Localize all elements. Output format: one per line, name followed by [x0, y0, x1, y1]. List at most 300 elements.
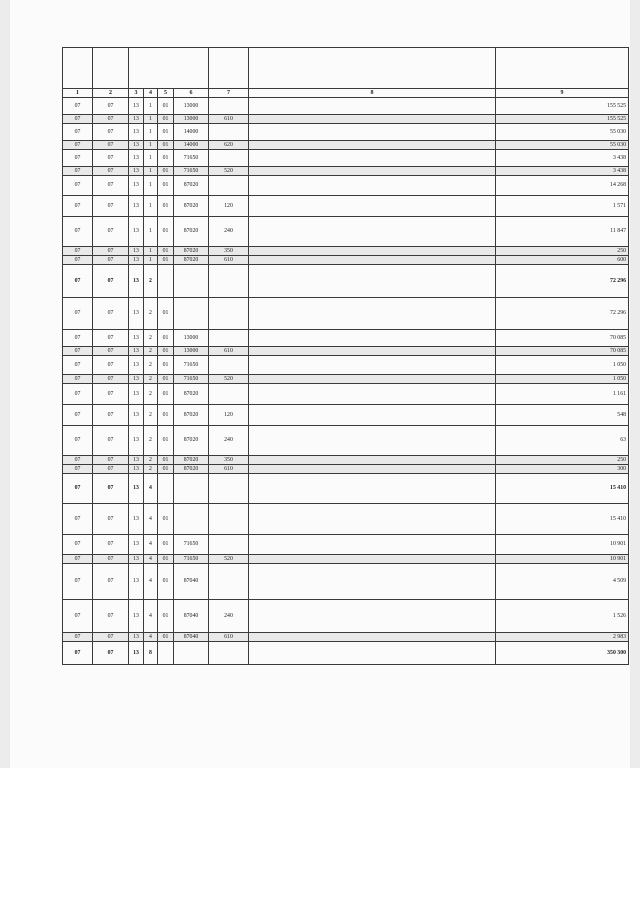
subprogram-code-cell: 1 [144, 115, 158, 124]
razdel-cell: 07 [63, 600, 93, 633]
item-name-cell [249, 167, 496, 176]
activity-code-cell: 01 [158, 98, 174, 115]
subprogram-code-cell: 2 [144, 375, 158, 384]
direction-code-cell [174, 642, 209, 665]
direction-code-cell [174, 474, 209, 504]
podrazdel-cell: 07 [93, 405, 129, 426]
direction-code-cell: 87040 [174, 600, 209, 633]
direction-code-cell: 87020 [174, 217, 209, 247]
activity-code-cell: 01 [158, 633, 174, 642]
razdel-cell: 07 [63, 504, 93, 535]
subprogram-code-cell: 2 [144, 356, 158, 375]
podrazdel-cell: 07 [93, 98, 129, 115]
expense-type-cell [209, 642, 249, 665]
budget-table [62, 47, 629, 665]
activity-code-cell: 01 [158, 196, 174, 217]
item-name-cell [249, 642, 496, 665]
subprogram-code-cell: 2 [144, 426, 158, 456]
podrazdel-cell: 07 [93, 535, 129, 555]
amount-cell: 14 268 [496, 176, 629, 196]
target-article-code-cell: 13 [129, 298, 144, 330]
column-number: 5 [158, 89, 174, 98]
activity-code-cell: 01 [158, 256, 174, 265]
podrazdel-cell: 07 [93, 176, 129, 196]
table-row [63, 465, 629, 474]
podrazdel-cell: 07 [93, 347, 129, 356]
amount-cell: 15 410 [496, 504, 629, 535]
subprogram-code-cell: 4 [144, 633, 158, 642]
podrazdel-cell: 07 [93, 256, 129, 265]
amount-cell: 600 [496, 256, 629, 265]
item-name-cell [249, 115, 496, 124]
expense-type-cell: 240 [209, 426, 249, 456]
podrazdel-cell: 07 [93, 217, 129, 247]
podrazdel-cell: 07 [93, 384, 129, 405]
item-name-cell [249, 265, 496, 298]
razdel-cell: 07 [63, 98, 93, 115]
subprogram-code-cell: 2 [144, 456, 158, 465]
target-article-code-cell: 13 [129, 564, 144, 600]
subprogram-code-cell: 1 [144, 247, 158, 256]
amount-cell: 63 [496, 426, 629, 456]
activity-code-cell: 01 [158, 298, 174, 330]
target-article-code-cell: 13 [129, 426, 144, 456]
razdel-cell: 07 [63, 298, 93, 330]
direction-code-cell: 87020 [174, 384, 209, 405]
direction-code-cell: 87020 [174, 405, 209, 426]
column-number: 7 [209, 89, 249, 98]
expense-type-cell [209, 535, 249, 555]
target-article-code-cell: 13 [129, 247, 144, 256]
podrazdel-cell: 07 [93, 426, 129, 456]
amount-cell: 10 901 [496, 535, 629, 555]
expense-type-cell: 120 [209, 405, 249, 426]
activity-code-cell: 01 [158, 176, 174, 196]
table-row [63, 564, 629, 600]
table-row [63, 247, 629, 256]
subprogram-code-cell: 4 [144, 504, 158, 535]
razdel-cell: 07 [63, 115, 93, 124]
expense-type-cell [209, 504, 249, 535]
table-row [63, 124, 629, 141]
subprogram-code-cell: 2 [144, 347, 158, 356]
expense-type-cell: 350 [209, 247, 249, 256]
amount-cell: 3 438 [496, 167, 629, 176]
amount-cell: 55 030 [496, 141, 629, 150]
activity-code-cell: 01 [158, 124, 174, 141]
razdel-cell: 07 [63, 356, 93, 375]
item-name-cell [249, 330, 496, 347]
table-header-row [63, 48, 629, 89]
activity-code-cell: 01 [158, 330, 174, 347]
target-article-code-cell: 13 [129, 115, 144, 124]
direction-code-cell: 13000 [174, 115, 209, 124]
subprogram-code-cell: 1 [144, 150, 158, 167]
activity-code-cell: 01 [158, 217, 174, 247]
podrazdel-cell: 07 [93, 330, 129, 347]
item-name-cell [249, 356, 496, 375]
activity-code-cell: 01 [158, 504, 174, 535]
item-name-cell [249, 600, 496, 633]
table-row [63, 256, 629, 265]
column-number-row [63, 89, 629, 98]
expense-type-cell [209, 356, 249, 375]
item-name-cell [249, 196, 496, 217]
podrazdel-cell: 07 [93, 115, 129, 124]
item-name-cell [249, 150, 496, 167]
expense-type-cell: 240 [209, 217, 249, 247]
direction-code-cell: 71650 [174, 167, 209, 176]
table-body [63, 98, 629, 665]
direction-code-cell: 87020 [174, 247, 209, 256]
item-name-cell [249, 564, 496, 600]
podrazdel-cell: 07 [93, 356, 129, 375]
direction-code-cell: 71650 [174, 150, 209, 167]
activity-code-cell: 01 [158, 465, 174, 474]
target-article-code-cell: 13 [129, 256, 144, 265]
target-article-code-cell: 13 [129, 330, 144, 347]
podrazdel-cell: 07 [93, 124, 129, 141]
table-row [63, 265, 629, 298]
expense-type-cell [209, 474, 249, 504]
header-razdel [63, 48, 93, 89]
razdel-cell: 07 [63, 555, 93, 564]
activity-code-cell: 01 [158, 535, 174, 555]
item-name-cell [249, 141, 496, 150]
amount-cell: 55 030 [496, 124, 629, 141]
target-article-code-cell: 13 [129, 456, 144, 465]
activity-code-cell: 01 [158, 456, 174, 465]
amount-cell: 4 509 [496, 564, 629, 600]
table-row [63, 176, 629, 196]
item-name-cell [249, 405, 496, 426]
razdel-cell: 07 [63, 330, 93, 347]
target-article-code-cell: 13 [129, 384, 144, 405]
expense-type-cell [209, 176, 249, 196]
subprogram-code-cell: 1 [144, 167, 158, 176]
activity-code-cell: 01 [158, 375, 174, 384]
target-article-code-cell: 13 [129, 196, 144, 217]
table-row [63, 115, 629, 124]
razdel-cell: 07 [63, 141, 93, 150]
target-article-code-cell: 13 [129, 465, 144, 474]
direction-code-cell [174, 298, 209, 330]
activity-code-cell: 01 [158, 356, 174, 375]
podrazdel-cell: 07 [93, 141, 129, 150]
direction-code-cell: 13000 [174, 347, 209, 356]
target-article-code-cell: 13 [129, 167, 144, 176]
expense-type-cell: 620 [209, 141, 249, 150]
expense-type-cell [209, 564, 249, 600]
table-row [63, 141, 629, 150]
expense-type-cell: 610 [209, 115, 249, 124]
table-row [63, 384, 629, 405]
razdel-cell: 07 [63, 426, 93, 456]
item-name-cell [249, 504, 496, 535]
target-article-code-cell: 13 [129, 150, 144, 167]
item-name-cell [249, 535, 496, 555]
direction-code-cell: 87020 [174, 456, 209, 465]
amount-cell: 10 901 [496, 555, 629, 564]
header-naimenovanie [249, 48, 496, 89]
subprogram-code-cell: 2 [144, 330, 158, 347]
podrazdel-cell: 07 [93, 150, 129, 167]
amount-cell: 70 085 [496, 347, 629, 356]
table-row [63, 474, 629, 504]
razdel-cell: 07 [63, 456, 93, 465]
target-article-code-cell: 13 [129, 124, 144, 141]
column-number: 1 [63, 89, 93, 98]
table-row [63, 98, 629, 115]
subprogram-code-cell: 1 [144, 141, 158, 150]
table-row [63, 535, 629, 555]
subprogram-code-cell: 1 [144, 176, 158, 196]
subprogram-code-cell: 4 [144, 564, 158, 600]
item-name-cell [249, 384, 496, 405]
amount-cell: 15 410 [496, 474, 629, 504]
razdel-cell: 07 [63, 217, 93, 247]
direction-code-cell: 13000 [174, 98, 209, 115]
target-article-code-cell: 13 [129, 405, 144, 426]
podrazdel-cell: 07 [93, 555, 129, 564]
activity-code-cell: 01 [158, 555, 174, 564]
amount-cell: 72 296 [496, 298, 629, 330]
activity-code-cell: 01 [158, 247, 174, 256]
direction-code-cell: 87020 [174, 465, 209, 474]
expense-type-cell [209, 384, 249, 405]
subprogram-code-cell: 2 [144, 465, 158, 474]
target-article-code-cell: 13 [129, 474, 144, 504]
razdel-cell: 07 [63, 256, 93, 265]
expense-type-cell [209, 98, 249, 115]
podrazdel-cell: 07 [93, 633, 129, 642]
expense-type-cell [209, 150, 249, 167]
razdel-cell: 07 [63, 535, 93, 555]
target-article-code-cell: 13 [129, 535, 144, 555]
table-row [63, 642, 629, 665]
table-row [63, 405, 629, 426]
activity-code-cell: 01 [158, 426, 174, 456]
item-name-cell [249, 124, 496, 141]
item-name-cell [249, 217, 496, 247]
direction-code-cell: 14000 [174, 124, 209, 141]
podrazdel-cell: 07 [93, 298, 129, 330]
table-row [63, 555, 629, 564]
header-vid-rashodov [209, 48, 249, 89]
expense-type-cell [209, 298, 249, 330]
expense-type-cell: 520 [209, 375, 249, 384]
amount-cell: 70 085 [496, 330, 629, 347]
activity-code-cell: 01 [158, 115, 174, 124]
subprogram-code-cell: 2 [144, 265, 158, 298]
table-row [63, 347, 629, 356]
target-article-code-cell: 13 [129, 600, 144, 633]
podrazdel-cell: 07 [93, 247, 129, 256]
amount-cell: 300 [496, 465, 629, 474]
amount-cell: 1 161 [496, 384, 629, 405]
target-article-code-cell: 13 [129, 356, 144, 375]
table-row [63, 217, 629, 247]
expense-type-cell: 520 [209, 167, 249, 176]
amount-cell: 250 [496, 247, 629, 256]
target-article-code-cell: 13 [129, 375, 144, 384]
direction-code-cell: 13000 [174, 330, 209, 347]
razdel-cell: 07 [63, 465, 93, 474]
direction-code-cell: 87040 [174, 633, 209, 642]
expense-type-cell [209, 124, 249, 141]
header-summa [496, 48, 629, 89]
target-article-code-cell: 13 [129, 504, 144, 535]
item-name-cell [249, 375, 496, 384]
expense-type-cell: 520 [209, 555, 249, 564]
subprogram-code-cell: 4 [144, 535, 158, 555]
table-row [63, 504, 629, 535]
razdel-cell: 07 [63, 167, 93, 176]
direction-code-cell: 14000 [174, 141, 209, 150]
expense-type-cell [209, 265, 249, 298]
subprogram-code-cell: 2 [144, 384, 158, 405]
column-number: 4 [144, 89, 158, 98]
razdel-cell: 07 [63, 347, 93, 356]
amount-cell: 72 296 [496, 265, 629, 298]
activity-code-cell: 01 [158, 384, 174, 405]
target-article-code-cell: 13 [129, 642, 144, 665]
razdel-cell: 07 [63, 474, 93, 504]
razdel-cell: 07 [63, 265, 93, 298]
item-name-cell [249, 633, 496, 642]
table-row [63, 298, 629, 330]
podrazdel-cell: 07 [93, 265, 129, 298]
table-row [63, 456, 629, 465]
razdel-cell: 07 [63, 375, 93, 384]
expense-type-cell: 610 [209, 256, 249, 265]
podrazdel-cell: 07 [93, 474, 129, 504]
direction-code-cell: 71650 [174, 356, 209, 375]
amount-cell: 548 [496, 405, 629, 426]
podrazdel-cell: 07 [93, 564, 129, 600]
razdel-cell: 07 [63, 564, 93, 600]
subprogram-code-cell: 1 [144, 98, 158, 115]
razdel-cell: 07 [63, 384, 93, 405]
table-row [63, 600, 629, 633]
expense-type-cell: 350 [209, 456, 249, 465]
table-row [63, 633, 629, 642]
column-number: 8 [249, 89, 496, 98]
item-name-cell [249, 98, 496, 115]
activity-code-cell: 01 [158, 405, 174, 426]
razdel-cell: 07 [63, 247, 93, 256]
expense-type-cell [209, 330, 249, 347]
document-page [10, 0, 630, 768]
subprogram-code-cell: 4 [144, 600, 158, 633]
column-number: 6 [174, 89, 209, 98]
razdel-cell: 07 [63, 633, 93, 642]
direction-code-cell: 71650 [174, 535, 209, 555]
direction-code-cell [174, 265, 209, 298]
item-name-cell [249, 176, 496, 196]
item-name-cell [249, 555, 496, 564]
activity-code-cell: 01 [158, 141, 174, 150]
item-name-cell [249, 298, 496, 330]
amount-cell: 155 525 [496, 115, 629, 124]
target-article-code-cell: 13 [129, 98, 144, 115]
razdel-cell: 07 [63, 176, 93, 196]
expense-type-cell: 610 [209, 633, 249, 642]
podrazdel-cell: 07 [93, 465, 129, 474]
direction-code-cell: 87040 [174, 564, 209, 600]
activity-code-cell: 01 [158, 564, 174, 600]
subprogram-code-cell: 8 [144, 642, 158, 665]
activity-code-cell [158, 642, 174, 665]
activity-code-cell: 01 [158, 167, 174, 176]
activity-code-cell [158, 474, 174, 504]
table-row [63, 167, 629, 176]
activity-code-cell: 01 [158, 600, 174, 633]
subprogram-code-cell: 2 [144, 298, 158, 330]
table-row [63, 356, 629, 375]
column-number: 2 [93, 89, 129, 98]
activity-code-cell: 01 [158, 347, 174, 356]
amount-cell: 1 571 [496, 196, 629, 217]
amount-cell: 1 526 [496, 600, 629, 633]
amount-cell: 250 [496, 456, 629, 465]
target-article-code-cell: 13 [129, 555, 144, 564]
item-name-cell [249, 426, 496, 456]
target-article-code-cell: 13 [129, 141, 144, 150]
table-row [63, 330, 629, 347]
podrazdel-cell: 07 [93, 167, 129, 176]
razdel-cell: 07 [63, 196, 93, 217]
table-row [63, 426, 629, 456]
target-article-code-cell: 13 [129, 265, 144, 298]
amount-cell: 1 050 [496, 356, 629, 375]
direction-code-cell: 87020 [174, 176, 209, 196]
table-row [63, 375, 629, 384]
subprogram-code-cell: 1 [144, 217, 158, 247]
table-row [63, 196, 629, 217]
subprogram-code-cell: 1 [144, 124, 158, 141]
target-article-code-cell: 13 [129, 217, 144, 247]
razdel-cell: 07 [63, 124, 93, 141]
direction-code-cell: 87020 [174, 426, 209, 456]
direction-code-cell: 87020 [174, 256, 209, 265]
razdel-cell: 07 [63, 150, 93, 167]
podrazdel-cell: 07 [93, 642, 129, 665]
direction-code-cell: 71650 [174, 375, 209, 384]
podrazdel-cell: 07 [93, 375, 129, 384]
amount-cell: 155 525 [496, 98, 629, 115]
item-name-cell [249, 456, 496, 465]
subprogram-code-cell: 4 [144, 555, 158, 564]
item-name-cell [249, 474, 496, 504]
podrazdel-cell: 07 [93, 196, 129, 217]
column-number: 3 [129, 89, 144, 98]
podrazdel-cell: 07 [93, 600, 129, 633]
item-name-cell [249, 247, 496, 256]
item-name-cell [249, 256, 496, 265]
item-name-cell [249, 347, 496, 356]
podrazdel-cell: 07 [93, 456, 129, 465]
target-article-code-cell: 13 [129, 176, 144, 196]
direction-code-cell: 87020 [174, 196, 209, 217]
razdel-cell: 07 [63, 642, 93, 665]
amount-cell: 1 050 [496, 375, 629, 384]
razdel-cell: 07 [63, 405, 93, 426]
amount-cell: 11 847 [496, 217, 629, 247]
item-name-cell [249, 465, 496, 474]
amount-cell: 3 438 [496, 150, 629, 167]
direction-code-cell: 71650 [174, 555, 209, 564]
